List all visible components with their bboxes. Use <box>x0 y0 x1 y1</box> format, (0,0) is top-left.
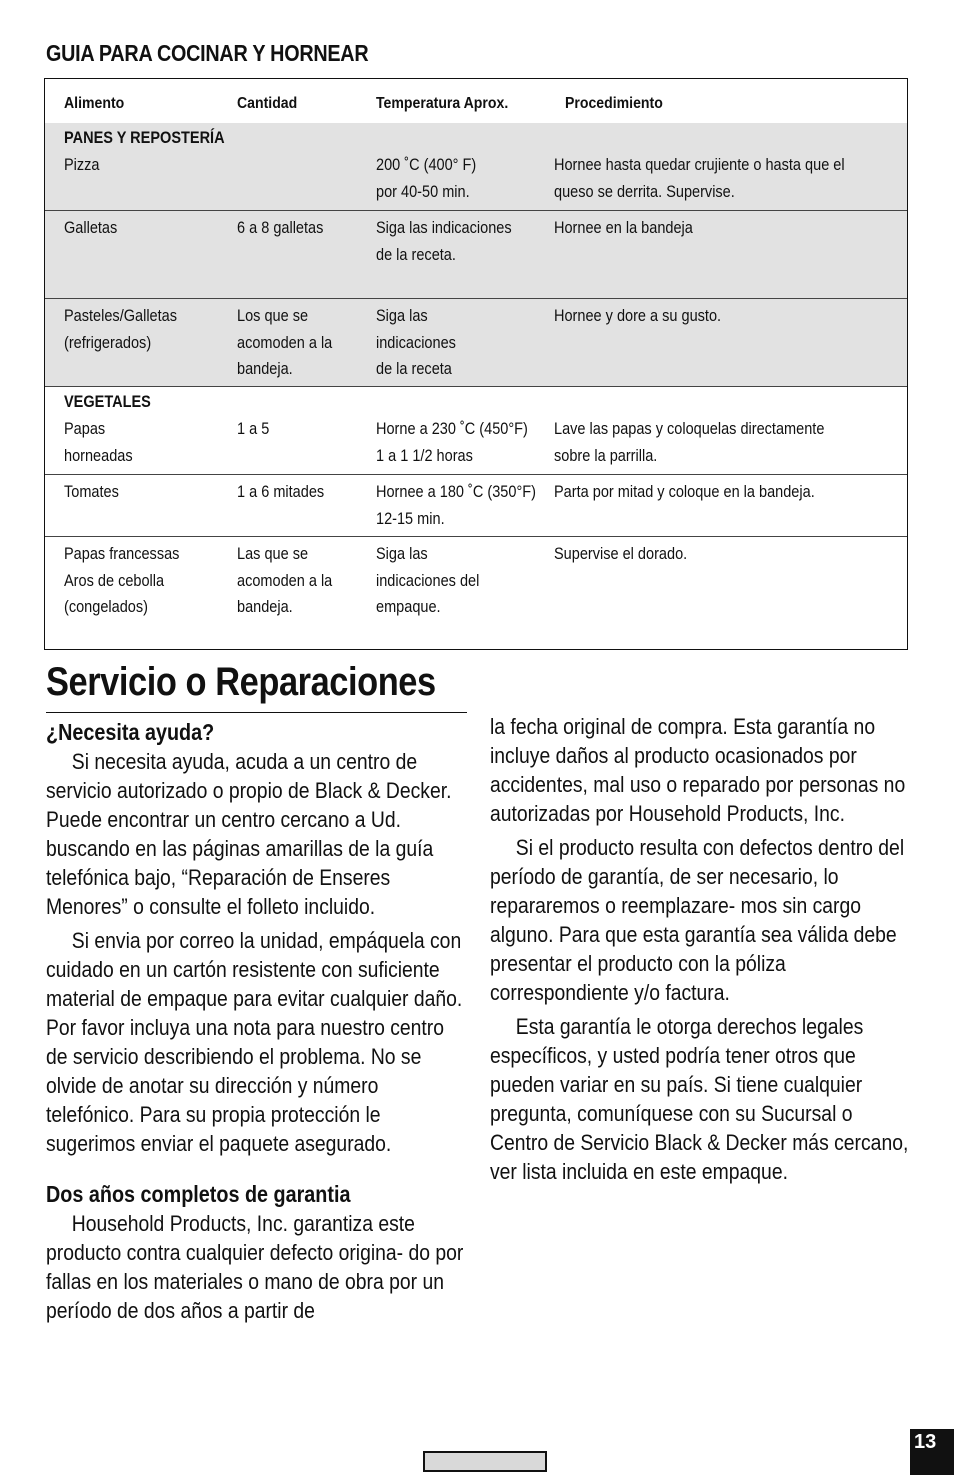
quantity-line: acomoden a la <box>237 571 333 590</box>
header-procedimiento: Procedimiento <box>565 95 663 112</box>
table-row <box>45 537 907 650</box>
quantity-cell <box>237 541 332 621</box>
procedure-cell <box>554 152 845 205</box>
table-row <box>45 123 907 211</box>
procedure-cell <box>554 541 687 568</box>
procedure-line: Hornee hasta quedar crujiente o hasta que el <box>554 156 845 174</box>
table-row <box>45 387 907 475</box>
temp-cell <box>376 152 476 205</box>
food-line: Papas francessas <box>64 545 180 563</box>
procedure-cell <box>554 479 815 506</box>
title-rule <box>46 712 467 713</box>
temp-line: Siga las <box>376 307 428 325</box>
procedure-line: Parta por mitad y coloque en la bandeja. <box>554 483 815 501</box>
section-title: Servicio o Reparaciones <box>46 660 436 704</box>
temp-line: de la receta <box>376 360 452 378</box>
quantity-line: 1 a 6 mitades <box>237 483 325 501</box>
page-number: 13 <box>910 1429 954 1475</box>
help-paragraph-1: Si necesita ayuda, acuda a un centro de servicio autorizado o propio de Black & Decker. Puede encontrar un centro cercano a Ud. buscando en las páginas amarillas de la guía telefónica bajo, “Reparación de Enseres Menores” o consulte el folleto incluido. <box>46 749 452 919</box>
temp-line: Siga las indicaciones <box>376 219 512 237</box>
food-cell <box>64 541 179 621</box>
food-line: Galletas <box>64 219 118 237</box>
procedure-line: Lave las papas y coloquelas directamente <box>554 420 825 438</box>
procedure-line: Hornee en la bandeja <box>554 219 693 237</box>
header-alimento: Alimento <box>64 95 125 112</box>
food-cell <box>64 479 119 506</box>
quantity-line: acomoden a la <box>237 333 333 352</box>
warranty-paragraph-2: Si el producto resulta con defectos dentro del período de garantía, de ser necesario, lo repararemos o reemplazare- mos sin cargo alguno. Para que esta garantía sea válida debe presentar el producto con la póliza correspondiente y/o factura. <box>490 835 905 1005</box>
temp-cell <box>376 303 456 383</box>
temp-line: indicaciones del <box>376 571 480 590</box>
header-cantidad: Cantidad <box>237 95 298 112</box>
temp-line: 1 a 1 1/2 horas <box>376 446 473 465</box>
food-cell <box>64 416 133 469</box>
help-heading: ¿Necesita ayuda? <box>46 719 215 745</box>
food-line: Pizza <box>64 156 100 174</box>
temp-line: indicaciones <box>376 333 456 352</box>
temp-cell <box>376 416 528 469</box>
quantity-cell <box>237 479 324 506</box>
temp-line: por 40-50 min. <box>376 182 470 201</box>
procedure-cell <box>554 416 824 469</box>
food-cell <box>64 215 117 242</box>
table-row <box>45 211 907 299</box>
food-cell <box>64 152 100 179</box>
cooking-guide-table <box>44 78 908 650</box>
warranty-paragraph-1-continued: la fecha original de compra. Esta garantía no incluye daños al producto ocasionados por accidentes, mal uso o reparado por personas no autorizadas por Household Products, Inc. <box>490 714 906 826</box>
temp-cell <box>376 541 479 621</box>
temp-line: de la receta. <box>376 245 456 264</box>
procedure-cell <box>554 215 693 242</box>
warranty-heading: Dos años completos de garantia <box>46 1181 351 1207</box>
temp-line: Horne a 230 ˚C (450°F) <box>376 420 528 438</box>
food-line: Pasteles/Galletas <box>64 307 177 325</box>
table-header <box>45 79 907 124</box>
food-cell <box>64 303 177 356</box>
quantity-cell <box>237 303 332 383</box>
quantity-line: 6 a 8 galletas <box>237 219 324 237</box>
quantity-line: 1 a 5 <box>237 420 270 438</box>
temp-cell <box>376 479 536 532</box>
food-line: Tomates <box>64 483 119 501</box>
temp-line: Hornee a 180 ˚C (350°F) <box>376 483 536 501</box>
temp-line: 200 ˚C (400° F) <box>376 156 477 174</box>
food-line: Aros de cebolla <box>64 571 165 590</box>
left-column <box>46 718 532 1330</box>
temp-cell <box>376 215 512 268</box>
procedure-line: queso se derrita. Supervise. <box>554 182 735 201</box>
table-row <box>45 299 907 387</box>
quantity-line: Las que se <box>237 545 309 563</box>
right-column <box>490 712 954 1191</box>
quantity-cell <box>237 215 323 242</box>
temp-line: empaque. <box>376 598 441 616</box>
registration-mark <box>423 1451 547 1472</box>
help-paragraph-2: Si envia por correo la unidad, empáquela con cuidado en un cartón resistente con suficiente material de empaque para evitar cualquier daño. Por favor incluya una nota para nuestro centro de servicio describiendo el problema. No se olvide de anotar su dirección y número telefónico. Para su propia protección le sugerimos enviar el paquete asegurado. <box>46 928 463 1156</box>
quantity-line: bandeja. <box>237 598 293 616</box>
category-label: PANES Y REPOSTERÍA <box>64 129 225 147</box>
quantity-line: Los que se <box>237 307 309 325</box>
food-line: (congelados) <box>64 598 148 616</box>
procedure-cell <box>554 303 721 330</box>
food-line: Papas <box>64 420 106 438</box>
warranty-paragraph-1: Household Products, Inc. garantiza este producto contra cualquier defecto origina- do por fallas en los materiales o mano de obra por un período de dos años a partir de <box>46 1211 464 1323</box>
quantity-line: bandeja. <box>237 360 293 378</box>
food-line: (refrigerados) <box>64 333 152 352</box>
procedure-line: sobre la parrilla. <box>554 446 658 465</box>
guide-title: GUIA PARA COCINAR Y HORNEAR <box>46 40 369 66</box>
temp-line: 12-15 min. <box>376 509 445 528</box>
table-row <box>45 475 907 537</box>
quantity-cell <box>237 416 269 443</box>
header-temperatura: Temperatura Aprox. <box>376 95 509 112</box>
warranty-paragraph-3: Esta garantía le otorga derechos legales específicos, y usted podría tener otros que pueden variar en su país. Si tiene cualquier pregunta, comuníquese con su Sucursal o Centro de Servicio Black & Decker más cercano, ver lista incluida en este empaque. <box>490 1014 909 1184</box>
category-label: VEGETALES <box>64 393 151 411</box>
procedure-line: Supervise el dorado. <box>554 545 688 563</box>
food-line: horneadas <box>64 446 133 465</box>
procedure-line: Hornee y dore a su gusto. <box>554 307 722 325</box>
temp-line: Siga las <box>376 545 428 563</box>
